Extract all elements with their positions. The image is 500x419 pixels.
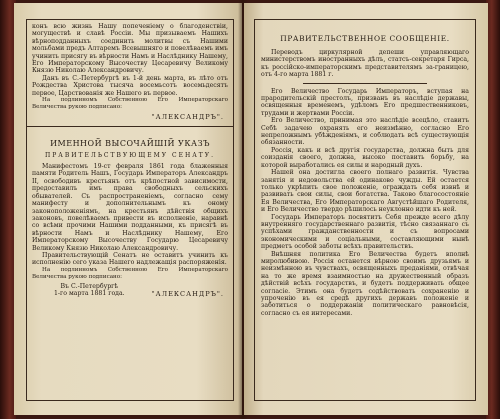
decree-order-text: Правительствующiй Сенатъ не оставитъ учинить къ исполненiю сего указа Нашего надлежащiя распоряженiя.: [32, 251, 228, 267]
notice-paragraph: Россiя, какъ и всѣ другiя государства, должна быть для соизданiя своего, должна, высоко поставить борьбу, на которой выработались ея силы и народный духъ.: [261, 146, 469, 169]
notice-lead: Переводъ циркулярной депеши управляющаго министерствомъ иностранныхъ дѣлъ, статсъ-секретаря Гирса, къ россiйско-императорскимъ представителямъ за-границею, отъ 4-го марта 1881 г.: [261, 49, 469, 79]
imperial-decree: [27, 132, 233, 298]
decree-footer: [32, 283, 228, 298]
manifesto-ending: [27, 20, 233, 121]
right-page-frame: [254, 19, 476, 401]
signature-note: На подлинномъ Собственною Его Императорскаго Величества рукою подписано:: [32, 97, 228, 111]
notice-paragraph: Нашей она достигла своего полнаго развитiя. Чувства занятiя и недовольства ей одинаково чужды. Ей остается только укрѣпить свое положенiе, ограждать себя извнѣ и развивать свои силы, свои богатства. Таково благосостоянiе Ея Величества, Его Императорскаго Августѣйшаго Родителя, и Его Величество твердо рѣшилось неуклонно идти къ ней.: [261, 169, 469, 214]
notice-paragraph: Государь Императоръ посвятитъ Себя прежде всего дѣлу внутренняго государственнаго развитiя, тѣсно связаннаго съ успѣхами гражданственности и съ вопросами экономическими и соцiальными, составляющими нынѣ предметъ особой заботы всѣхъ правительствъ.: [261, 213, 469, 251]
signature-alexander-1: "АЛЕКСАНДРЪ".: [151, 113, 224, 122]
right-page: [244, 3, 488, 415]
signature-alexander-2: "АЛЕКСАНДРЪ".: [151, 289, 224, 298]
decree-body-text: Манифестомъ 19-ст февраля 1861 года блаженныя памяти Родитель Нашъ, Государь Императоръ Александръ II, освободивъ крестьянъ отъ крѣпостной зависимости, предоставилъ имъ права свободныхъ сельскихъ обывателей. Съ распространенiемъ, согласно сему манифесту и дополнительнымъ къ оному законоположенiямъ, на крестьянъ дѣйствiя общихъ законовъ, повелѣваемъ привести въ исполненiе, наравнѣ со всѣми прочими Нашими подданными, къ присягѣ въ вѣрности Намъ и Наслѣднику Нашему, Его Императорскому Высочеству Государю Цесаревичу Великому Князю Николаю Александровичу.: [32, 163, 228, 252]
decree-date: 1-го марта 1881 года.: [54, 290, 125, 298]
notice-paragraph: Его Величество Государь Императоръ, вступая на прародительскiй престолъ, призванъ въ наслѣдiе державы, освященныя временемъ, удѣломъ Его предшественниковъ, трудами и жертвами Россiи.: [261, 87, 469, 117]
decree-place: Въ С.-Петербургѣ: [60, 282, 119, 290]
left-page: [14, 3, 242, 415]
notice-paragraph: Внѣшняя политика Его Величества будетъ вполнѣ миролюбивою. Россiя останется вѣрною своимъ друзьямъ и неизмѣнною въ чувствахъ, освященныхъ преданiями, отвѣчая на то же время взаимностью на дружественный образъ дѣйствiй всѣхъ государствъ, и будетъ поддерживать общее согласiе. Этимъ она будетъ содѣйствовать сохраненiю и упроченiю въ ея средѣ другихъ державъ положенiе и заботиться о поддержанiи политическаго равновѣсiя, согласно съ ея интересами.: [261, 250, 469, 317]
divider-rule: [27, 126, 233, 127]
manifesto-intro-text: конъ всю жизнь Нашу попеченiему о благоденствiи, могуществѣ и славѣ Россiи. Мы призываемъ Нашихъ вѣрноподданныхъ соединить молитвы съ Нашими мольбами предъ Алтаремъ Всевышняго и повелѣваемъ имъ учинить присягу въ вѣрности Намъ и Наслѣднику Нашему, Его Императорскому Высочеству Цесаревичу Великому Князю Николаю Александровичу.: [32, 23, 228, 75]
notice-paragraph: Его Величество, принимая это наслѣдiе всецѣло, ставитъ Себѣ задачею охранять его неизмѣнно, согласно Его непреложнымъ убѣжденiямъ, и соблюдать всѣ существующiя обязанности.: [261, 117, 469, 147]
notice-divider: [303, 83, 428, 84]
signature-note-2: На подлинномъ Собственною Его Императорскаго Величества рукою подписано:: [32, 266, 228, 280]
manifesto-given-text: Данъ въ С.-Петербургѣ въ 1-й день марта, въ лѣто отъ Рождества Христова тысяча восемьсотъ восемьдесятъ первое, Царствованiя же Нашего въ первое.: [32, 74, 228, 97]
government-notice-body: [255, 49, 475, 317]
left-page-frame: [26, 19, 234, 401]
government-notice-title: ПРАВИТЕЛЬСТВЕННОЕ СООБЩЕНIЕ.: [280, 34, 450, 43]
decree-place-date: [32, 283, 125, 298]
decree-subtitle: ПРАВИТЕЛЬСТВУЮЩЕМУ СЕНАТУ.: [45, 152, 215, 160]
decree-title: ИМЕННОЙ ВЫСОЧАЙШIЙ УКАЗЪ: [50, 139, 210, 149]
book-cover-right-edge: [486, 0, 500, 419]
